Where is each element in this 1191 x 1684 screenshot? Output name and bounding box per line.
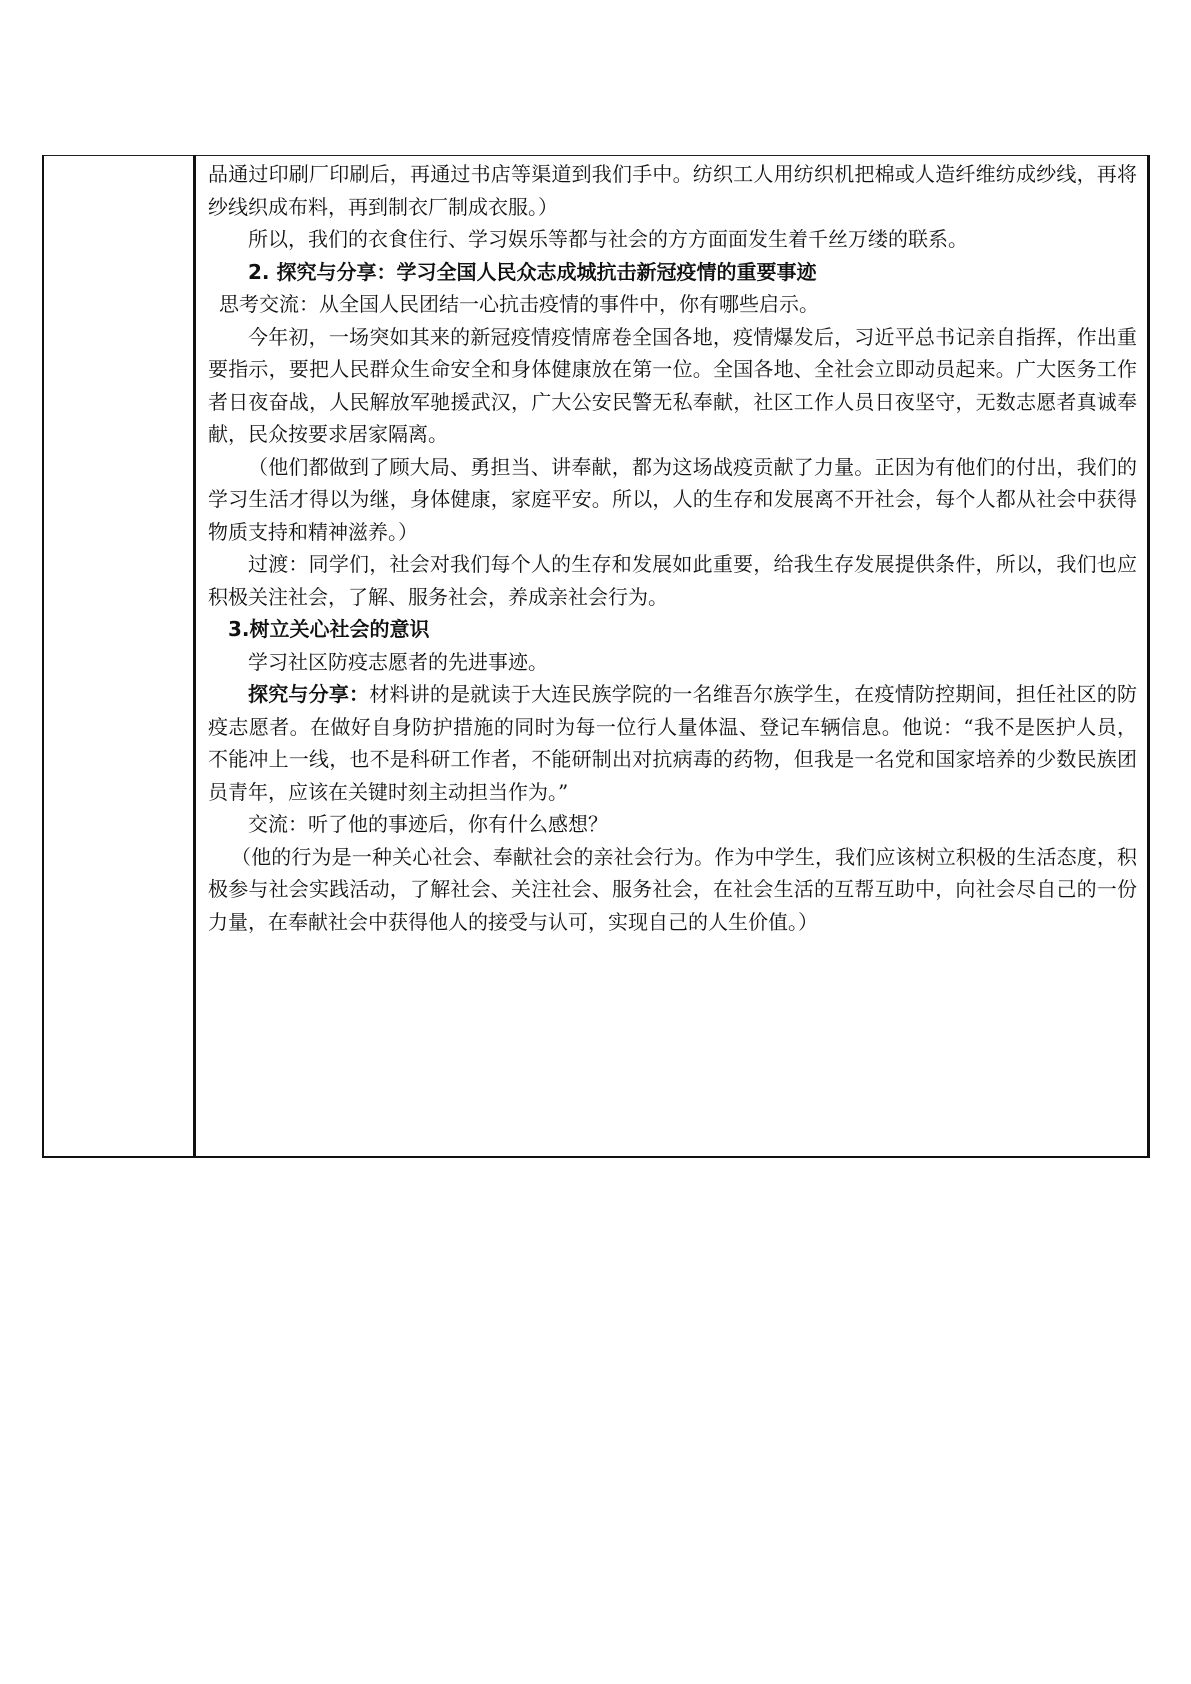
explore-label: 探究与分享： bbox=[248, 682, 370, 706]
section3-intro: 学习社区防疫志愿者的先进事迹。 bbox=[248, 649, 548, 674]
continuation-paragraph: 品通过印刷厂印刷后，再通过书店等渠道到我们手中。纺织工人用纺织机把棉或人造纤维纺成纱线，再将纱线织成布料，再到制衣厂制成衣服。） bbox=[208, 162, 1137, 219]
lesson-content bbox=[196, 156, 1147, 938]
section3-discuss: 交流：听了他的事迹后，你有什么感想？ bbox=[248, 812, 608, 836]
table-row bbox=[43, 156, 1149, 1158]
explore-text: 材料讲的是就读于大连民族学院的一名维吾尔族学生，在疫情防控期间，担任社区的防疫志愿者。在做好自身防护措施的同时为每一位行人量体温、登记车辆信息。他说：“我不是医护人员，不能冲上一线，也不是科研工作者，不能研制出对抗病毒的药物，但我是一名党和国家培养的少数民族团员青年，应该在关键时刻主动担当作为。” bbox=[208, 682, 1138, 804]
lesson-table bbox=[42, 155, 1150, 1158]
section2-heading: 2. 探究与分享：学习全国人民众志成城抗击新冠疫情的重要事迹 bbox=[248, 259, 817, 284]
section3-heading: 3.树立关心社会的意识 bbox=[228, 617, 430, 641]
section3-explore bbox=[208, 678, 1137, 808]
section3-answer: （他的行为是一种关心社会、奉献社会的亲社会行为。作为中学生，我们应该树立积极的生活态度，积极参与社会实践活动，了解社会、关注社会、服务社会，在社会生活的互帮互助中，向社会尽自己的一份力量，在奉献社会中获得他人的接受与认可，实现自己的人生价值。） bbox=[208, 844, 1137, 934]
summary-paragraph: 所以，我们的衣食住行、学习娱乐等都与社会的方方面面发生着千丝万缕的联系。 bbox=[248, 227, 968, 251]
section2-answer: （他们都做到了顾大局、勇担当、讲奉献，都为这场战疫贡献了力量。正因为有他们的付出，我们的学习生活才得以为继，身体健康，家庭平安。所以，人的生存和发展离不开社会，每个人都从社会中获得物质支持和精神滋养。） bbox=[208, 454, 1137, 544]
section2-story: 今年初，一场突如其来的新冠疫情疫情席卷全国各地，疫情爆发后，习近平总书记亲自指挥，作出重要指示，要把人民群众生命安全和身体健康放在第一位。全国各地、全社会立即动员起来。广大医务工作者日夜奋战，人民解放军驰援武汉，广大公安民警无私奉献，社区工作人员日夜坚守，无数志愿者真诚奉献，民众按要求居家隔离。 bbox=[208, 324, 1137, 446]
content-cell bbox=[195, 156, 1149, 1158]
section2-transition: 过渡：同学们，社会对我们每个人的生存和发展如此重要，给我生存发展提供条件，所以，我们也应积极关注社会，了解、服务社会，养成亲社会行为。 bbox=[208, 552, 1137, 609]
left-column-cell bbox=[43, 156, 195, 1158]
section2-think: 思考交流：从全国人民团结一心抗击疫情的事件中，你有哪些启示。 bbox=[219, 292, 819, 316]
